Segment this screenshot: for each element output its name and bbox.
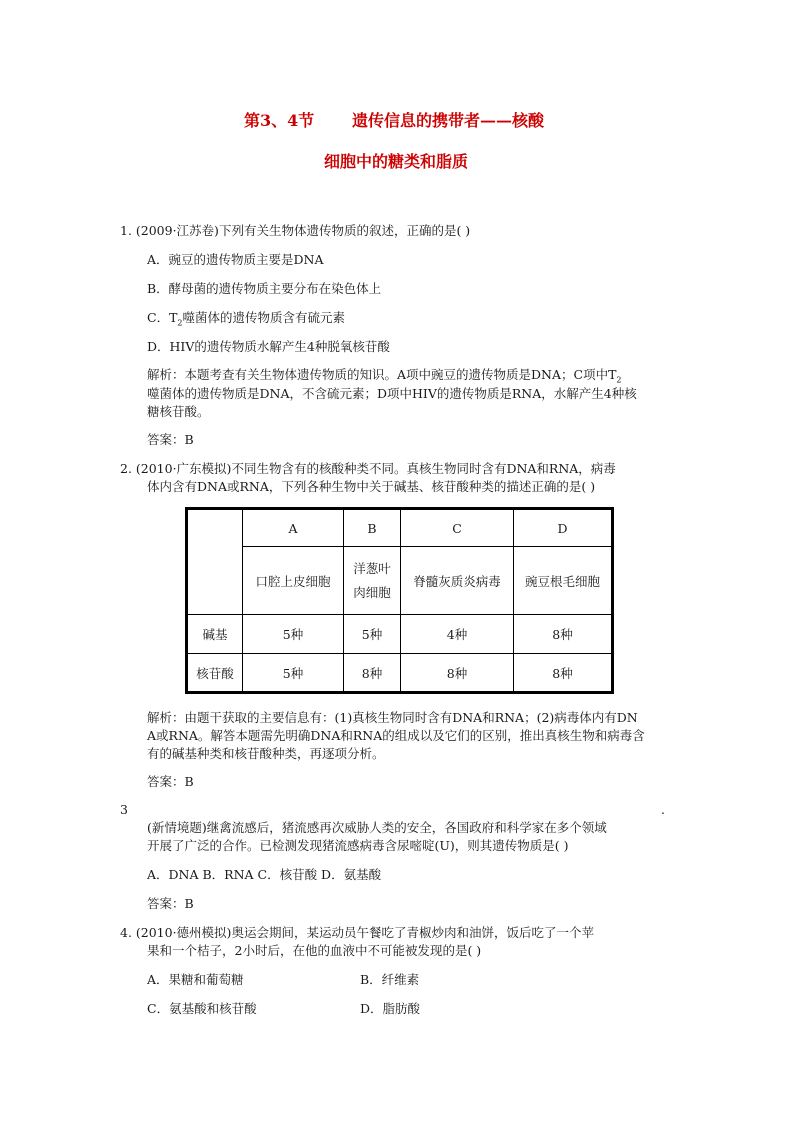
q4-option-c: C．氨基酸和核苷酸 xyxy=(147,1001,257,1016)
table-organism-c: 脊髓灰质炎病毒 xyxy=(401,547,514,615)
q1-stem: 1. (2009·江苏卷)下列有关生物体遗传物质的叙述，正确的是( ) xyxy=(120,223,471,238)
table-header-b: B xyxy=(344,509,401,547)
table-header-c: C xyxy=(401,509,514,547)
q1-answer: 答案：B xyxy=(147,432,194,447)
table-cell: 4种 xyxy=(401,615,514,654)
q2-stem-line2: 体内含有DNA或RNA，下列各种生物中关于碱基、核苷酸种类的描述正确的是( ) xyxy=(147,479,596,494)
q2-table xyxy=(185,507,614,694)
q3-dot: . xyxy=(661,802,665,817)
q4-stem-line1: 4. (2010·德州模拟)奥运会期间，某运动员午餐吃了青椒炒肉和油饼，饭后吃了一个苹 xyxy=(120,925,594,940)
q2-stem-line1: 2. (2010·广东模拟)不同生物含有的核酸种类不同。真核生物同时含有DNA和RNA，病毒 xyxy=(120,461,616,476)
q1-explanation-line3: 糖核苷酸。 xyxy=(147,404,210,419)
table-header-a: A xyxy=(243,509,344,547)
table-cell: 5种 xyxy=(243,615,344,654)
q3-stem-line2: 开展了广泛的合作。已检测发现猪流感病毒含尿嘧啶(U)，则其遗传物质是( ) xyxy=(147,838,569,853)
table-corner-cell xyxy=(187,509,243,615)
q2-explanation-line2: A或RNA。解答本题需先明确DNA和RNA的组成以及它们的区别，推出真核生物和病毒含 xyxy=(147,728,645,743)
q4-option-d: D．脂肪酸 xyxy=(360,1001,421,1016)
q3-stem-line1: (新情境题)继禽流感后，猪流感再次威胁人类的安全，各国政府和科学家在多个领域 xyxy=(147,820,607,835)
table-cell: 8种 xyxy=(401,654,514,693)
table-organism-b: 洋葱叶 肉细胞 xyxy=(344,547,401,615)
q1-explanation-line1: 解析：本题考查有关生物体遗传物质的知识。A项中豌豆的遗传物质是DNA；C项中$T_2$ xyxy=(147,367,622,385)
q3-answer: 答案：B xyxy=(147,896,194,911)
table-cell: 5种 xyxy=(344,615,401,654)
q2-explanation-line1: 解析：由题干获取的主要信息有：(1)真核生物同时含有DNA和RNA；(2)病毒体内有DN xyxy=(147,710,638,725)
table-organism-a: 口腔上皮细胞 xyxy=(243,547,344,615)
q1-option-b: B．酵母菌的遗传物质主要分布在染色体上 xyxy=(147,281,382,296)
q2-answer: 答案：B xyxy=(147,774,194,789)
q1-option-c: C．$T_2$噬菌体的遗传物质含有硫元素 xyxy=(147,310,346,328)
table-cell: 5种 xyxy=(243,654,344,693)
table-organism-d: 豌豆根毛细胞 xyxy=(514,547,613,615)
table-header-d: D xyxy=(514,509,613,547)
page-title-number: 第3、4节 xyxy=(244,111,315,130)
q4-option-b: B．纤维素 xyxy=(360,972,420,987)
q1-option-a: A．豌豆的遗传物质主要是DNA xyxy=(147,252,324,267)
q2-explanation-line3: 有的碱基种类和核苷酸种类，再逐项分析。 xyxy=(147,746,385,761)
q3-options: A．DNA B．RNA C．核苷酸 D．氨基酸 xyxy=(147,867,382,882)
table-row-label-base: 碱基 xyxy=(187,615,243,654)
table-row-label-nucleotide: 核苷酸 xyxy=(187,654,243,693)
table-cell: 8种 xyxy=(514,654,613,693)
q3-number: 3 xyxy=(120,802,128,817)
table-cell: 8种 xyxy=(514,615,613,654)
page-subtitle: 细胞中的糖类和脂质 xyxy=(324,152,469,171)
q4-option-a: A．果糖和葡萄糖 xyxy=(147,972,244,987)
table-cell: 8种 xyxy=(344,654,401,693)
q1-option-d: D．HIV的遗传物质水解产生4种脱氧核苷酸 xyxy=(147,339,390,354)
q4-stem-line2: 果和一个桔子，2小时后，在他的血液中不可能被发现的是( ) xyxy=(147,943,482,958)
q1-explanation-line2: 噬菌体的遗传物质是DNA，不含硫元素；D项中HIV的遗传物质是RNA，水解产生4种核 xyxy=(147,386,637,401)
page-title: 遗传信息的携带者——核酸 xyxy=(352,111,545,130)
